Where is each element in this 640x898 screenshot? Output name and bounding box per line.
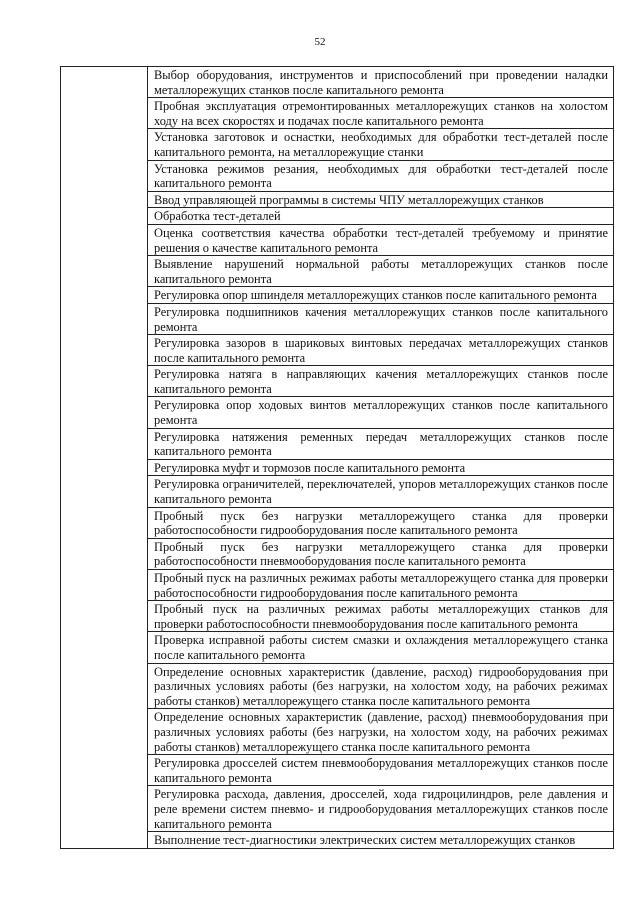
table-cell: Пробный пуск на различных режимах работы металлорежущих станков для проверки работоспособности пневмооборудования после капитального ремонта (148, 601, 614, 632)
table-cell: Регулировка опор ходовых винтов металлорежущих станков после капитального ремонта (148, 397, 614, 428)
table-cell: Обработка тест-деталей (148, 208, 614, 225)
table-cell: Регулировка натяжения ременных передач металлорежущих станков после капитального ремонта (148, 428, 614, 459)
table-cell: Регулировка расхода, давления, дросселей, хода гидроцилиндров, реле давления и реле времени систем пневмо- и гидрооборудования металлорежущих станков после капитального ремонта (148, 786, 614, 832)
table-cell: Определение основных характеристик (давление, расход) пневмооборудования при различных условиях работы (без нагрузки, на холостом ходу, на рабочих режимах работы станков) металлорежущего станка после капитального ремонта (148, 709, 614, 755)
page-number: 52 (314, 36, 326, 48)
table-cell: Регулировка натяга в направляющих качения металлорежущих станков после капитального ремонта (148, 366, 614, 397)
table-cell: Определение основных характеристик (давление, расход) гидрооборудования при различных условиях работы (без нагрузки, на холостом ходу, на рабочих режимах работы станков) металлорежущего станка после капитального ремонта (148, 663, 614, 709)
table-cell: Пробный пуск без нагрузки металлорежущего станка для проверки работоспособности гидрооборудования после капитального ремонта (148, 507, 614, 538)
table-cell: Выполнение тест-диагностики электрических систем металлорежущих станков (148, 832, 614, 849)
table-cell: Регулировка ограничителей, переключателей, упоров металлорежущих станков после капитального ремонта (148, 476, 614, 507)
table-cell: Регулировка зазоров в шариковых винтовых передачах металлорежущих станков после капитального ремонта (148, 335, 614, 366)
table-cell: Оценка соответствия качества обработки тест-деталей требуемому и принятие решения о качестве капитального ремонта (148, 224, 614, 255)
table-cell: Регулировка подшипников качения металлорежущих станков после капитального ремонта (148, 303, 614, 334)
table-cell: Пробная эксплуатация отремонтированных металлорежущих станков на холостом ходу на всех скоростях и подачах после капитального ремонта (148, 98, 614, 129)
table-cell: Выбор оборудования, инструментов и приспособлений при проведении наладки металлорежущих станков после капитального ремонта (148, 67, 614, 98)
table-cell: Регулировка муфт и тормозов после капитального ремонта (148, 459, 614, 476)
table-cell: Установка заготовок и оснастки, необходимых для обработки тест-деталей после капитального ремонта, на металлорежущие станки (148, 129, 614, 160)
table-cell: Регулировка дросселей систем пневмооборудования металлорежущих станков после капитального ремонта (148, 755, 614, 786)
table-cell: Регулировка опор шпинделя металлорежущих станков после капитального ремонта (148, 287, 614, 304)
left-column-cell (61, 67, 148, 849)
table-cell: Пробный пуск без нагрузки металлорежущего станка для проверки работоспособности пневмооборудования после капитального ремонта (148, 538, 614, 569)
table-cell: Проверка исправной работы систем смазки и охлаждения металлорежущего станка после капитального ремонта (148, 632, 614, 663)
table-row (61, 67, 614, 98)
table-cell: Выявление нарушений нормальной работы металлорежущих станков после капитального ремонта (148, 256, 614, 287)
labor-actions-table (60, 66, 614, 849)
table-cell: Пробный пуск на различных режимах работы металлорежущего станка для проверки работоспособности гидрооборудования после капитального ремонта (148, 570, 614, 601)
table-cell: Ввод управляющей программы в системы ЧПУ металлорежущих станков (148, 191, 614, 208)
table-cell: Установка режимов резания, необходимых для обработки тест-деталей после капитального ремонта (148, 160, 614, 191)
